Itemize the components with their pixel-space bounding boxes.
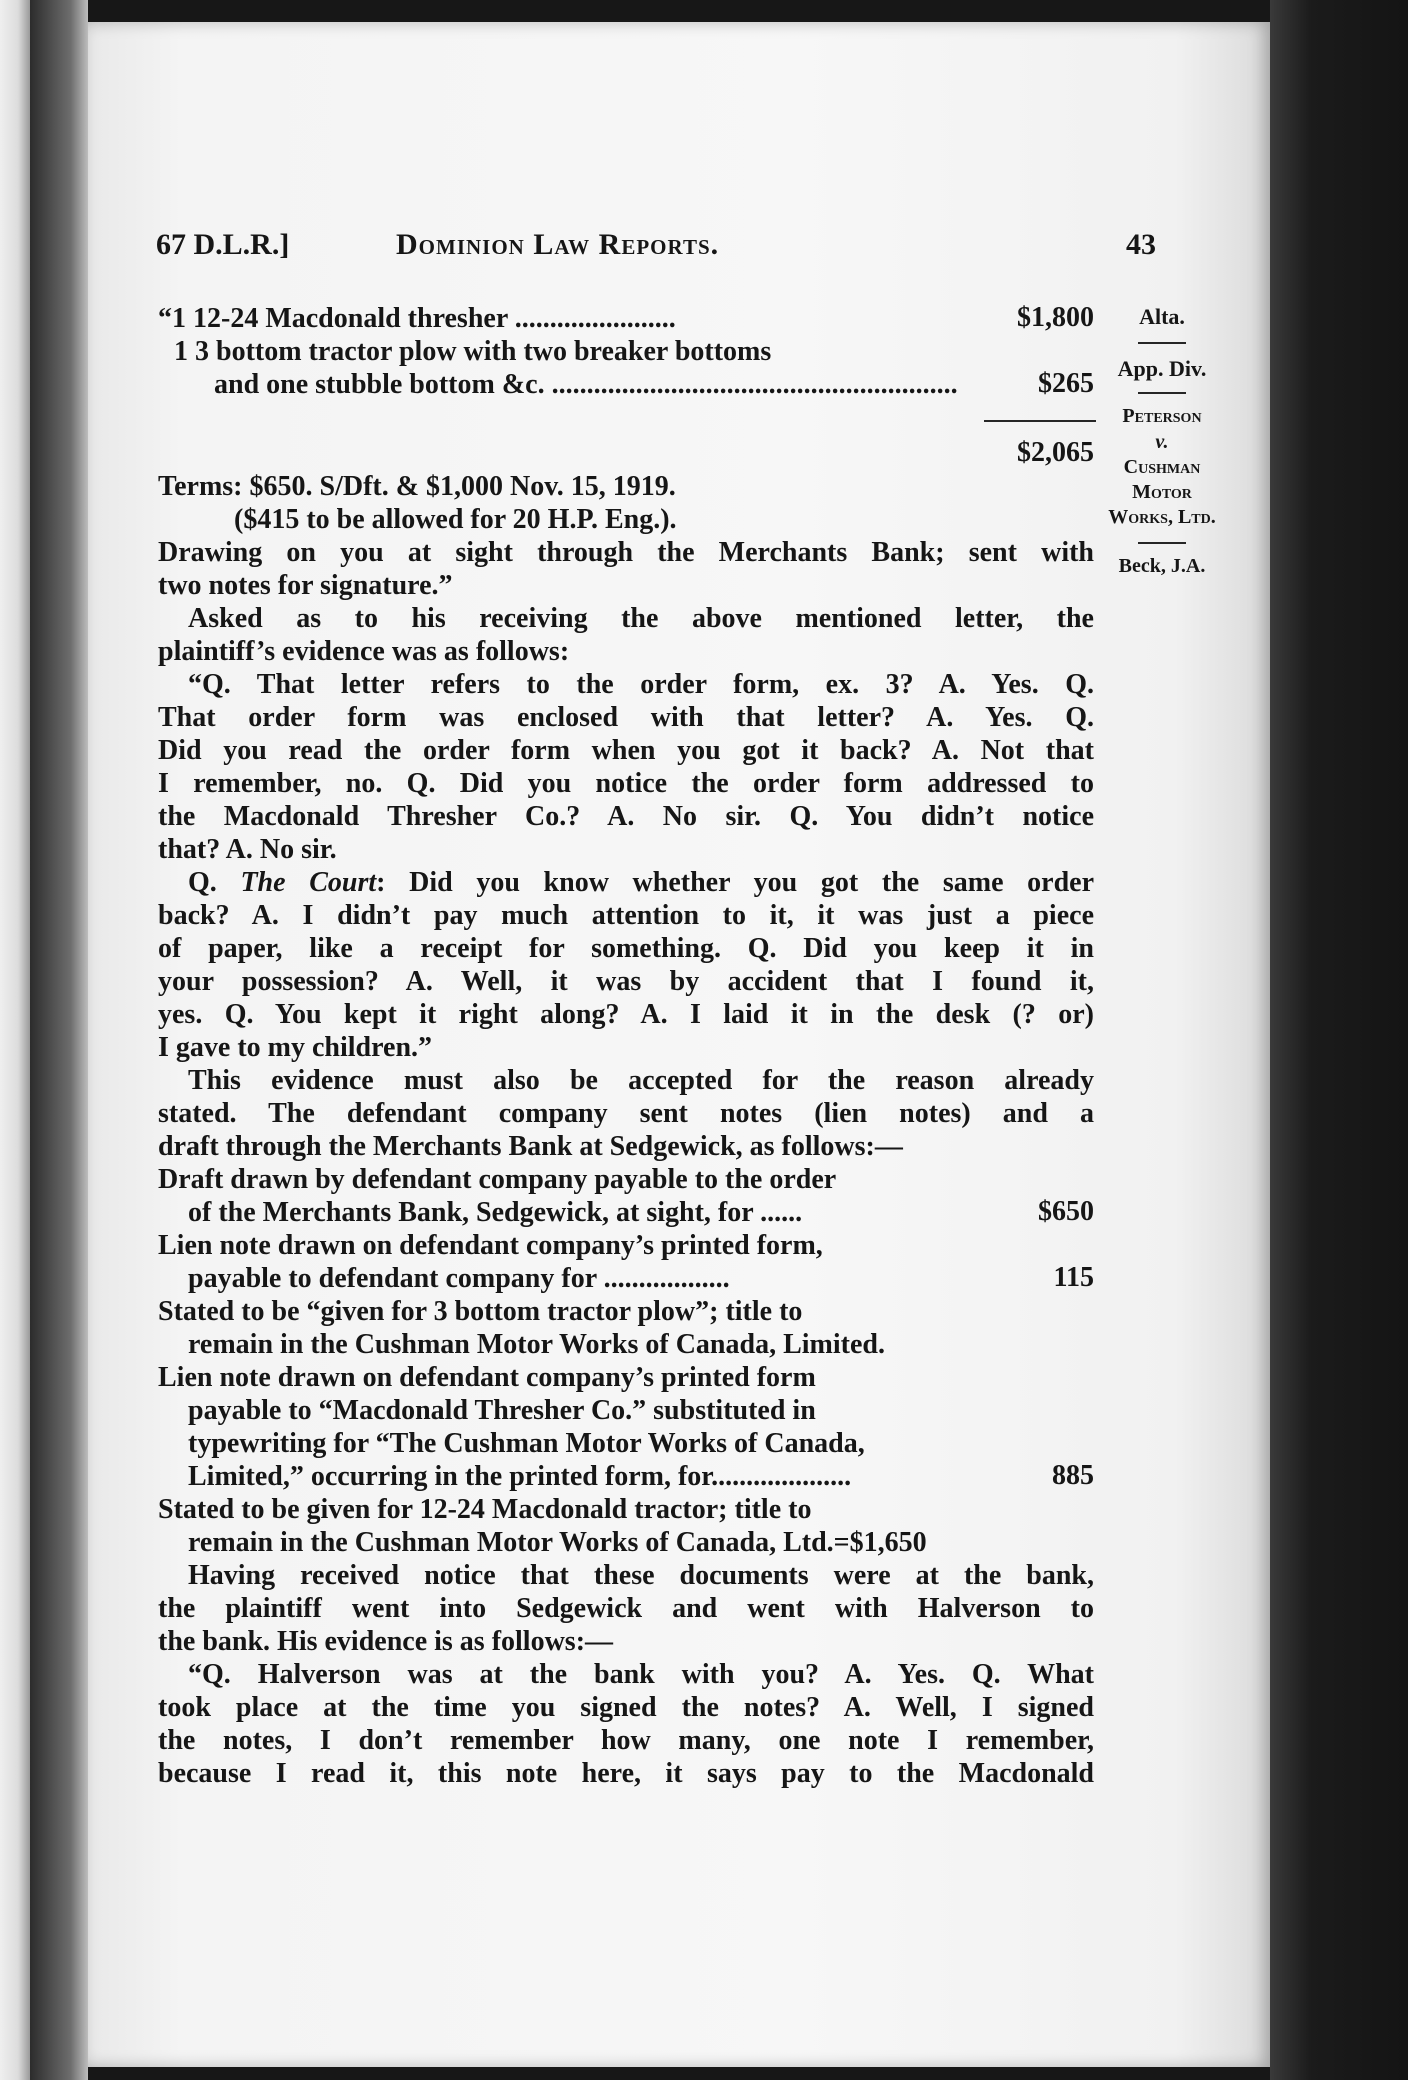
body-line: This evidence must also be accepted for the reason already [188, 1065, 1094, 1096]
order-total: $2,065 [1017, 437, 1094, 468]
body-line: the Macdonald Thresher Co.? A. No sir. Q. You didn’t notice [158, 801, 1094, 832]
sidebar-versus: v. [1155, 431, 1169, 453]
order-item-1: “1 12-24 Macdonald thresher ....................... [158, 303, 676, 334]
lien-note-2-amount: 885 [1052, 1460, 1094, 1491]
body-line: I remember, no. Q. Did you notice the order form addressed to [158, 768, 1094, 799]
order-item-1-amount: $1,800 [1017, 302, 1094, 333]
sidebar-division: App. Div. [1117, 356, 1207, 381]
sidebar-rule [1138, 342, 1186, 344]
body-line: two notes for signature.” [158, 570, 453, 601]
document-line: Lien note drawn on defendant company’s printed form, [158, 1230, 823, 1261]
page-number: 43 [1126, 228, 1156, 261]
sidebar-party1: Peterson [1122, 405, 1202, 427]
body-line: of paper, like a receipt for something. Q. Did you keep it in [158, 933, 1094, 964]
document-line: Stated to be “given for 3 bottom tractor plow”; title to [158, 1296, 803, 1327]
body-line: back? A. I didn’t pay much attention to it, it was just a piece [158, 900, 1094, 931]
document-page [88, 22, 1270, 2067]
order-item-2-line1: 1 3 bottom tractor plow with two breaker bottoms [174, 336, 772, 367]
header-volume: 67 D.L.R.] [156, 228, 290, 261]
order-allowance: ($415 to be allowed for 20 H.P. Eng.). [234, 504, 677, 535]
body-line: took place at the time you signed the notes? A. Well, I signed [158, 1692, 1094, 1723]
body-line: draft through the Merchants Bank at Sedgewick, as follows:— [158, 1131, 903, 1162]
left-page-edge [0, 0, 30, 2080]
header-title: Dominion Law Reports. [396, 228, 720, 261]
sidebar-rule [1138, 392, 1186, 394]
sum-rule [984, 420, 1096, 422]
body-line: the plaintiff went into Sedgewick and went with Halverson to [158, 1593, 1094, 1624]
scan-background [1270, 0, 1408, 2080]
document-line: Limited,” occurring in the printed form, for.................... [188, 1461, 852, 1492]
document-line: Lien note drawn on defendant company’s printed form [158, 1362, 816, 1393]
order-terms: Terms: $650. S/Dft. & $1,000 Nov. 15, 1919. [158, 471, 676, 502]
binding-shadow [30, 0, 88, 2080]
document-line: remain in the Cushman Motor Works of Canada, Ltd.=$1,650 [188, 1527, 927, 1558]
body-line: Asked as to his receiving the above mentioned letter, the [188, 603, 1094, 634]
draft-amount: $650 [1038, 1196, 1094, 1227]
sidebar-judge: Beck, J.A. [1118, 555, 1206, 577]
sidebar-party2-line3: Works, Ltd. [1108, 506, 1216, 528]
body-line: Drawing on you at sight through the Merchants Bank; sent with [158, 537, 1094, 568]
body-line: Having received notice that these documents were at the bank, [188, 1560, 1094, 1591]
sidebar-rule [1138, 542, 1186, 544]
document-line: payable to defendant company for .................. [188, 1263, 730, 1294]
body-line: the bank. His evidence is as follows:— [158, 1626, 614, 1657]
sidebar-court: Alta. [1139, 304, 1185, 329]
body-line: Did you read the order form when you got it back? A. Not that [158, 735, 1094, 766]
document-line: Stated to be given for 12-24 Macdonald tractor; title to [158, 1494, 812, 1525]
body-line: the notes, I don’t remember how many, one note I remember, [158, 1725, 1094, 1756]
body-line: your possession? A. Well, it was by accident that I found it, [158, 966, 1094, 997]
document-line: of the Merchants Bank, Sedgewick, at sight, for ...... [188, 1197, 803, 1228]
sidebar-party2-line2: Motor [1132, 481, 1192, 503]
body-line: “Q. That letter refers to the order form, ex. 3? A. Yes. Q. [188, 669, 1094, 700]
document-line: typewriting for “The Cushman Motor Works of Canada, [188, 1428, 865, 1459]
lien-note-1-amount: 115 [1053, 1262, 1094, 1293]
body-line: yes. Q. You kept it right along? A. I laid it in the desk (? or) [158, 999, 1094, 1030]
document-line: remain in the Cushman Motor Works of Canada, Limited. [188, 1329, 885, 1360]
body-line: plaintiff’s evidence was as follows: [158, 636, 570, 667]
body-line: “Q. Halverson was at the bank with you? A. Yes. Q. What [188, 1659, 1094, 1690]
body-line: That order form was enclosed with that letter? A. Yes. Q. [158, 702, 1094, 733]
body-line: that? A. No sir. [158, 834, 337, 865]
body-line: Q. The Court: Did you know whether you got the same order [188, 867, 1095, 898]
body-line: I gave to my children.” [158, 1032, 433, 1063]
body-line: stated. The defendant company sent notes (lien notes) and a [158, 1098, 1094, 1129]
order-item-2-amount: $265 [1038, 368, 1094, 399]
sidebar-party2-line1: Cushman [1123, 456, 1201, 478]
document-line: Draft drawn by defendant company payable to the order [158, 1164, 837, 1195]
body-line: because I read it, this note here, it says pay to the Macdonald [158, 1758, 1094, 1789]
order-item-2-line2: and one stubble bottom &c. .......................................................... [214, 369, 958, 400]
court-italic: The Court [240, 867, 377, 898]
document-line: payable to “Macdonald Thresher Co.” substituted in [188, 1395, 816, 1426]
